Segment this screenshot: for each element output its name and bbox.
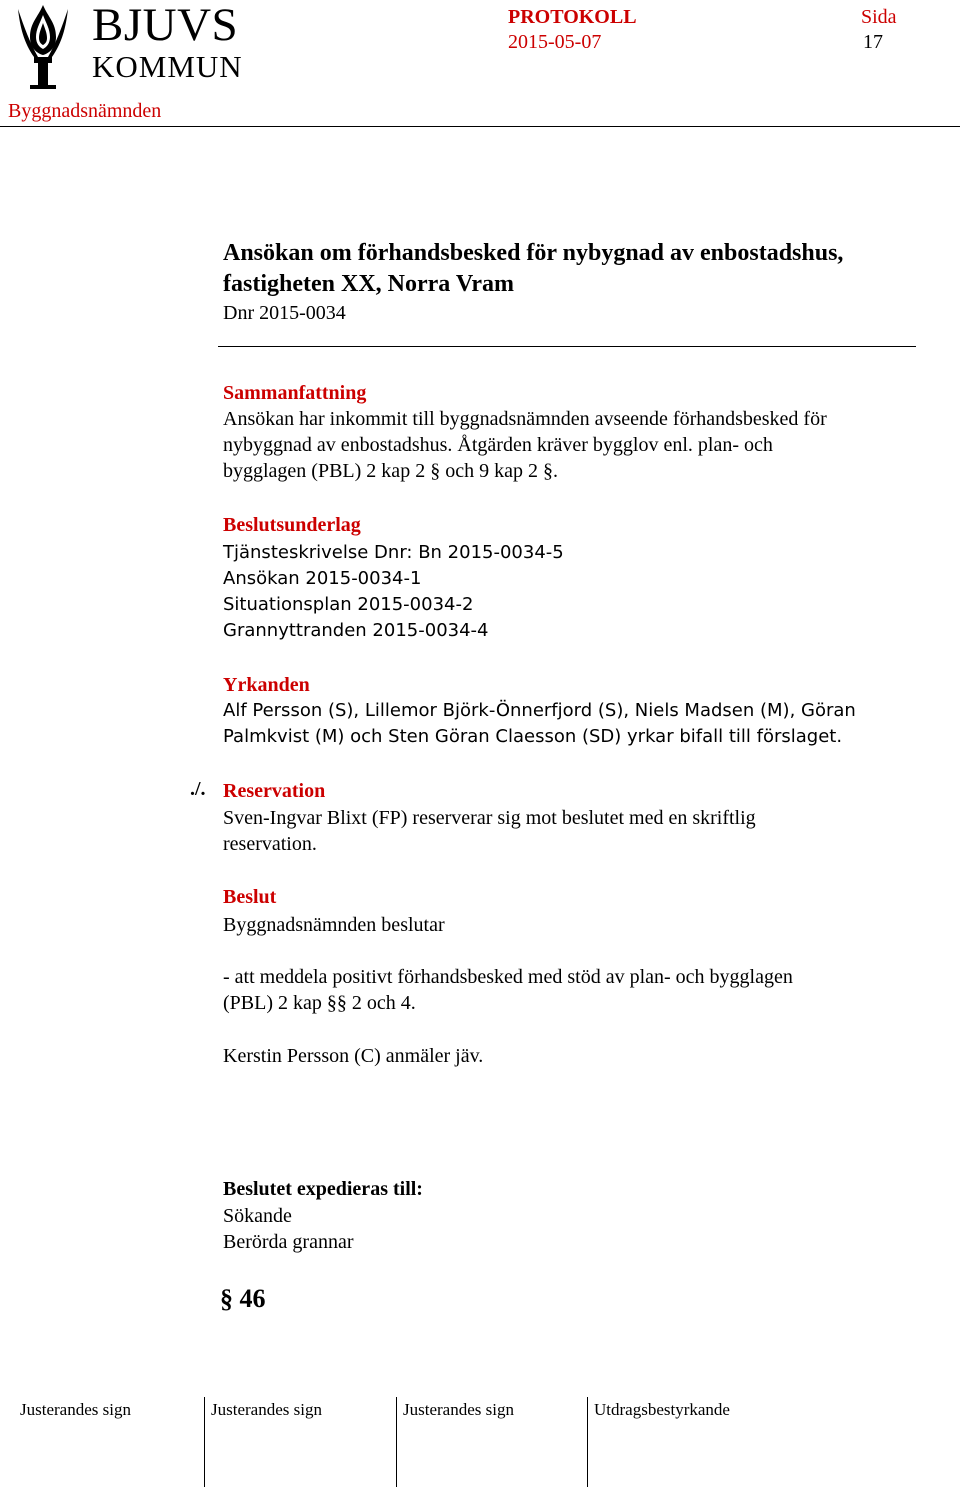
title-divider [218, 346, 916, 347]
signature-label: Justerandes sign [403, 1400, 514, 1419]
attachment-margin-mark: ./. [190, 778, 206, 800]
matter-title-line1: Ansökan om förhandsbesked för nybygnad av enbostadshus, [223, 240, 844, 266]
matter-dnr: Dnr 2015-0034 [223, 302, 346, 324]
yrkanden-line: Alf Persson (S), Lillemor Björk-Önnerfjord (S), Niels Madsen (M), Göran [223, 700, 856, 721]
municipality-logo-icon [8, 3, 78, 89]
beslut-note: Kerstin Persson (C) anmäler jäv. [223, 1045, 484, 1067]
document-type: PROTOKOLL [508, 6, 637, 28]
heading-beslutsunderlag: Beslutsunderlag [223, 514, 361, 536]
signature-label: Justerandes sign [20, 1400, 131, 1419]
heading-beslut: Beslut [223, 886, 277, 908]
heading-yrkanden: Yrkanden [223, 674, 310, 696]
beslutsunderlag-item: Situationsplan 2015-0034-2 [223, 594, 474, 615]
sammanfattning-line: bygglagen (PBL) 2 kap 2 § och 9 kap 2 §. [223, 460, 558, 482]
sammanfattning-line: nybyggnad av enbostadshus. Åtgärden kräver bygglov enl. plan- och [223, 434, 773, 456]
page-label: Sida [861, 6, 897, 28]
signature-label: Justerandes sign [211, 1400, 322, 1419]
meeting-date: 2015-05-07 [508, 31, 602, 53]
beslutsunderlag-item: Grannyttranden 2015-0034-4 [223, 620, 489, 641]
reservation-line: reservation. [223, 833, 317, 855]
sammanfattning-line: Ansökan har inkommit till byggnadsnämnden avseende förhandsbesked för [223, 408, 827, 430]
beslutsunderlag-item: Tjänsteskrivelse Dnr: Bn 2015-0034-5 [223, 542, 564, 563]
beslutsunderlag-item: Ansökan 2015-0034-1 [223, 568, 422, 589]
certification-label: Utdragsbestyrkande [594, 1400, 730, 1419]
recipient: Sökande [223, 1205, 292, 1227]
signature-divider [587, 1397, 588, 1487]
paragraph-number: § 46 [220, 1284, 266, 1313]
signature-divider [204, 1397, 205, 1487]
heading-sammanfattning: Sammanfattning [223, 382, 367, 404]
organization-name: Byggnadsnämnden [8, 100, 162, 122]
beslut-line: - att meddela positivt förhandsbesked med stöd av plan- och bygglagen [223, 966, 793, 988]
heading-reservation: Reservation [223, 780, 326, 802]
yrkanden-line: Palmkvist (M) och Sten Göran Claesson (SD) yrkar bifall till förslaget. [223, 726, 843, 747]
heading-expediering: Beslutet expedieras till: [223, 1178, 423, 1200]
matter-title-line2: fastigheten XX, Norra Vram [223, 271, 515, 297]
page-number: 17 [863, 31, 883, 53]
logo-subtitle: KOMMUN [92, 49, 243, 84]
header-divider [0, 126, 960, 127]
beslut-intro: Byggnadsnämnden beslutar [223, 914, 445, 936]
reservation-line: Sven-Ingvar Blixt (FP) reserverar sig mot beslutet med en skriftlig [223, 807, 756, 829]
logo-wordmark: BJUVS [92, 0, 239, 51]
signature-divider [396, 1397, 397, 1487]
recipient: Berörda grannar [223, 1231, 354, 1253]
beslut-line: (PBL) 2 kap §§ 2 och 4. [223, 992, 416, 1014]
